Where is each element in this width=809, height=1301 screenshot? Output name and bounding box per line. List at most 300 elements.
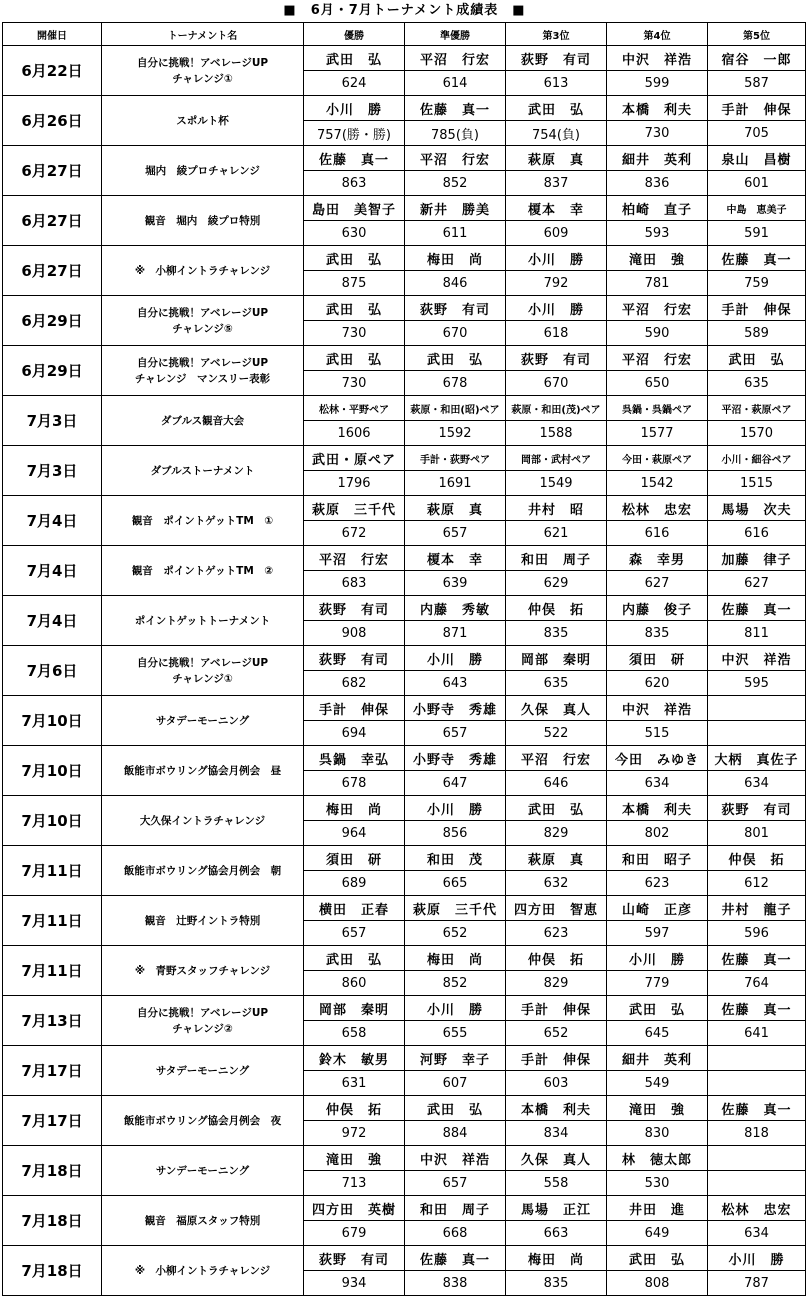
placer-score-2: 639	[405, 571, 506, 596]
placer-score-5: 759	[708, 271, 806, 296]
placer-score-2: 871	[405, 621, 506, 646]
placer-name-1: 武田 弘	[304, 296, 405, 321]
placer-score-3: 629	[506, 571, 607, 596]
placer-name-5	[708, 1046, 806, 1071]
placer-score-1: 678	[304, 771, 405, 796]
placer-name-5: 大柄 真佐子	[708, 746, 806, 771]
placer-score-1: 875	[304, 271, 405, 296]
placer-name-1: 荻野 有司	[304, 596, 405, 621]
placer-score-1: 679	[304, 1221, 405, 1246]
placer-score-3: 632	[506, 871, 607, 896]
placer-name-2: 武田 弘	[405, 346, 506, 371]
table-row	[3, 446, 806, 471]
placer-name-4: 内藤 俊子	[607, 596, 708, 621]
placer-name-3: 和田 周子	[506, 546, 607, 571]
placer-name-1: 荻野 有司	[304, 646, 405, 671]
placer-name-3: 仲俣 拓	[506, 596, 607, 621]
table-row	[3, 146, 806, 171]
header-5th: 第5位	[708, 23, 806, 46]
placer-score-4: 549	[607, 1071, 708, 1096]
event-date: 7月18日	[3, 1146, 102, 1196]
placer-score-5: 818	[708, 1121, 806, 1146]
placer-score-5: 1515	[708, 471, 806, 496]
placer-score-5: 811	[708, 621, 806, 646]
placer-name-3: 萩原 真	[506, 146, 607, 171]
placer-name-2: 梅田 尚	[405, 246, 506, 271]
table-row	[3, 296, 806, 321]
placer-name-4: 本橋 利夫	[607, 796, 708, 821]
placer-score-4: 623	[607, 871, 708, 896]
tournament-name	[102, 1246, 304, 1296]
table-row	[3, 646, 806, 671]
header-3rd: 第3位	[506, 23, 607, 46]
placer-name-2: 河野 幸子	[405, 1046, 506, 1071]
placer-name-4: 武田 弘	[607, 996, 708, 1021]
placer-score-3: 670	[506, 371, 607, 396]
event-date: 7月4日	[3, 546, 102, 596]
placer-score-1: 657	[304, 921, 405, 946]
placer-name-2: 萩原 真	[405, 496, 506, 521]
tournament-name	[102, 596, 304, 646]
event-date: 6月26日	[3, 96, 102, 146]
placer-name-3: 岡部・武村ペア	[506, 446, 607, 471]
placer-name-4: 呉鍋・呉鍋ペア	[607, 396, 708, 421]
placer-score-4: 645	[607, 1021, 708, 1046]
placer-name-2: 萩原 三千代	[405, 896, 506, 921]
tournament-name	[102, 846, 304, 896]
header-2nd: 準優勝	[405, 23, 506, 46]
placer-score-5	[708, 721, 806, 746]
table-row	[3, 1246, 806, 1271]
placer-name-1: 武田 弘	[304, 346, 405, 371]
placer-score-3: 558	[506, 1171, 607, 1196]
placer-name-2: 小野寺 秀雄	[405, 746, 506, 771]
tournament-name	[102, 146, 304, 196]
placer-score-2: 647	[405, 771, 506, 796]
placer-score-3: 829	[506, 821, 607, 846]
placer-score-1: 624	[304, 71, 405, 96]
placer-score-5: 601	[708, 171, 806, 196]
placer-name-4: 林 徳太郎	[607, 1146, 708, 1171]
placer-score-1: 972	[304, 1121, 405, 1146]
placer-score-1: 908	[304, 621, 405, 646]
tournament-name-line: サタデーモーニング	[155, 714, 250, 727]
placer-score-2: 852	[405, 171, 506, 196]
placer-name-3: 手計 伸保	[506, 1046, 607, 1071]
placer-name-4: 本橋 利夫	[607, 96, 708, 121]
placer-name-1: 横田 正春	[304, 896, 405, 921]
placer-name-5: 仲俣 拓	[708, 846, 806, 871]
placer-name-2: 小川 勝	[405, 646, 506, 671]
placer-score-5: 635	[708, 371, 806, 396]
placer-name-2: 小川 勝	[405, 996, 506, 1021]
placer-score-2: 657	[405, 1171, 506, 1196]
placer-name-5: 加藤 律子	[708, 546, 806, 571]
placer-name-3: 荻野 有司	[506, 46, 607, 71]
placer-name-1: 平沼 行宏	[304, 546, 405, 571]
placer-score-1: 694	[304, 721, 405, 746]
placer-name-5: 佐藤 真一	[708, 996, 806, 1021]
placer-name-2: 小川 勝	[405, 796, 506, 821]
table-row	[3, 1096, 806, 1121]
placer-name-3: 平沼 行宏	[506, 746, 607, 771]
placer-name-5: 手計 伸保	[708, 296, 806, 321]
placer-name-4: 細井 英利	[607, 1046, 708, 1071]
placer-score-1: 964	[304, 821, 405, 846]
placer-name-5: 荻野 有司	[708, 796, 806, 821]
placer-name-2: 榎本 幸	[405, 546, 506, 571]
placer-score-4: 530	[607, 1171, 708, 1196]
tournament-name-line: サタデーモーニング	[155, 1064, 250, 1077]
event-date: 7月4日	[3, 596, 102, 646]
placer-score-5: 596	[708, 921, 806, 946]
placer-name-1: 佐藤 真一	[304, 146, 405, 171]
placer-name-4: 平沼 行宏	[607, 346, 708, 371]
table-row	[3, 96, 806, 121]
placer-name-3: 本橋 利夫	[506, 1096, 607, 1121]
placer-score-1: 860	[304, 971, 405, 996]
table-row	[3, 746, 806, 771]
results-table	[2, 22, 806, 1296]
placer-name-1: 松林・平野ペア	[304, 396, 405, 421]
tournament-name-line: 観音 ポイントゲットTM ①	[131, 514, 274, 527]
placer-name-3: 萩原 真	[506, 846, 607, 871]
table-row	[3, 246, 806, 271]
placer-score-3: 835	[506, 1271, 607, 1296]
placer-name-2: 平沼 行宏	[405, 146, 506, 171]
placer-score-5: 589	[708, 321, 806, 346]
placer-score-1: 713	[304, 1171, 405, 1196]
placer-name-2: 新井 勝美	[405, 196, 506, 221]
placer-name-3: 梅田 尚	[506, 1246, 607, 1271]
placer-name-5	[708, 696, 806, 721]
placer-score-2: 670	[405, 321, 506, 346]
tournament-name	[102, 246, 304, 296]
placer-score-2: 668	[405, 1221, 506, 1246]
placer-score-4: 802	[607, 821, 708, 846]
placer-name-5: 手計 伸保	[708, 96, 806, 121]
placer-name-1: 荻野 有司	[304, 1246, 405, 1271]
placer-score-5: 627	[708, 571, 806, 596]
tournament-name-line: 飯能市ボウリング協会月例会 夜	[123, 1114, 282, 1127]
placer-name-5: 井村 龍子	[708, 896, 806, 921]
placer-name-5: 佐藤 真一	[708, 1096, 806, 1121]
placer-name-3: 久保 真人	[506, 1146, 607, 1171]
placer-score-1: 730	[304, 371, 405, 396]
tournament-name-line: チャレンジ①	[172, 672, 233, 685]
tournament-name	[102, 396, 304, 446]
table-row	[3, 796, 806, 821]
placer-score-5: 641	[708, 1021, 806, 1046]
placer-name-3: 武田 弘	[506, 796, 607, 821]
placer-name-4: 滝田 強	[607, 246, 708, 271]
placer-score-4: 1577	[607, 421, 708, 446]
placer-name-5: 武田 弘	[708, 346, 806, 371]
placer-score-4: 781	[607, 271, 708, 296]
placer-score-4: 650	[607, 371, 708, 396]
placer-name-5: 小川 勝	[708, 1246, 806, 1271]
tournament-name-line: 観音 福原スタッフ特別	[144, 1214, 261, 1227]
placer-name-4: 柏崎 直子	[607, 196, 708, 221]
placer-score-3: 613	[506, 71, 607, 96]
placer-score-4: 779	[607, 971, 708, 996]
tournament-name-line: 飯能市ボウリング協会月例会 昼	[123, 764, 282, 777]
table-row	[3, 396, 806, 421]
event-date: 7月18日	[3, 1196, 102, 1246]
placer-name-5: 小川・細谷ペア	[708, 446, 806, 471]
placer-name-4: 中沢 祥浩	[607, 46, 708, 71]
placer-name-4: 森 幸男	[607, 546, 708, 571]
placer-name-1: 岡部 秦明	[304, 996, 405, 1021]
event-date: 7月3日	[3, 446, 102, 496]
placer-name-1: 仲俣 拓	[304, 1096, 405, 1121]
placer-score-3: 1549	[506, 471, 607, 496]
tournament-name-line: 観音 辻野イントラ特別	[144, 914, 261, 927]
event-date: 7月11日	[3, 846, 102, 896]
placer-score-5: 612	[708, 871, 806, 896]
placer-score-1: 1606	[304, 421, 405, 446]
tournament-name-line: 観音 堀内 綾プロ特別	[144, 214, 261, 227]
placer-score-3: 754(負)	[506, 121, 607, 146]
tournament-name	[102, 1046, 304, 1096]
event-date: 7月11日	[3, 946, 102, 996]
placer-score-4: 515	[607, 721, 708, 746]
placer-score-2: 607	[405, 1071, 506, 1096]
placer-score-2: 611	[405, 221, 506, 246]
placer-name-5: 佐藤 真一	[708, 246, 806, 271]
table-row	[3, 946, 806, 971]
placer-score-4: 730	[607, 121, 708, 146]
placer-name-5: 平沼・萩原ペア	[708, 396, 806, 421]
placer-name-5: 馬場 次夫	[708, 496, 806, 521]
placer-score-1: 757(勝・勝)	[304, 121, 405, 146]
placer-score-3: 663	[506, 1221, 607, 1246]
table-row	[3, 1046, 806, 1071]
placer-score-1: 689	[304, 871, 405, 896]
placer-score-4: 1542	[607, 471, 708, 496]
placer-name-5: 中島 恵美子	[708, 196, 806, 221]
event-date: 7月17日	[3, 1046, 102, 1096]
placer-name-1: 武田 弘	[304, 946, 405, 971]
placer-score-1: 658	[304, 1021, 405, 1046]
tournament-name-line: 観音 ポイントゲットTM ②	[131, 564, 274, 577]
placer-score-5: 595	[708, 671, 806, 696]
tournament-name	[102, 796, 304, 846]
tournament-name-line: 自分に挑戦！アベレージUP	[136, 356, 269, 369]
placer-name-3: 仲俣 拓	[506, 946, 607, 971]
tournament-name-line: ※ 小柳イントラチャレンジ	[134, 1264, 271, 1277]
placer-name-3: 荻野 有司	[506, 346, 607, 371]
placer-name-3: 手計 伸保	[506, 996, 607, 1021]
placer-score-5: 1570	[708, 421, 806, 446]
tournament-name-line: ダブルストーナメント	[150, 464, 255, 477]
event-date: 7月10日	[3, 696, 102, 746]
placer-score-1: 934	[304, 1271, 405, 1296]
placer-name-4: 滝田 強	[607, 1096, 708, 1121]
placer-name-2: 佐藤 真一	[405, 96, 506, 121]
placer-name-5: 宿谷 一郎	[708, 46, 806, 71]
placer-name-3: 小川 勝	[506, 246, 607, 271]
tournament-name	[102, 496, 304, 546]
placer-name-2: 佐藤 真一	[405, 1246, 506, 1271]
tournament-name	[102, 96, 304, 146]
placer-name-1: 鈴木 敏男	[304, 1046, 405, 1071]
results-body	[3, 46, 806, 1296]
placer-score-1: 630	[304, 221, 405, 246]
placer-name-1: 四方田 英樹	[304, 1196, 405, 1221]
tournament-name-line: 自分に挑戦！アベレージUP	[136, 656, 269, 669]
event-date: 7月3日	[3, 396, 102, 446]
table-row	[3, 996, 806, 1021]
header-date: 開催日	[3, 23, 102, 46]
placer-name-2: 中沢 祥浩	[405, 1146, 506, 1171]
placer-name-1: 武田 弘	[304, 46, 405, 71]
placer-name-5: 佐藤 真一	[708, 946, 806, 971]
placer-score-2: 1592	[405, 421, 506, 446]
placer-score-4: 620	[607, 671, 708, 696]
placer-name-5: 松林 忠宏	[708, 1196, 806, 1221]
placer-name-2: 武田 弘	[405, 1096, 506, 1121]
placer-name-2: 内藤 秀敏	[405, 596, 506, 621]
placer-score-5: 764	[708, 971, 806, 996]
placer-score-1: 631	[304, 1071, 405, 1096]
table-row	[3, 346, 806, 371]
table-row	[3, 196, 806, 221]
tournament-name	[102, 196, 304, 246]
placer-score-2: 852	[405, 971, 506, 996]
placer-name-3: 萩原・和田(茂)ペア	[506, 396, 607, 421]
tournament-name	[102, 746, 304, 796]
placer-score-2: 884	[405, 1121, 506, 1146]
placer-name-5: 中沢 祥浩	[708, 646, 806, 671]
placer-score-4: 593	[607, 221, 708, 246]
table-row	[3, 596, 806, 621]
placer-score-4: 836	[607, 171, 708, 196]
placer-name-2: 和田 周子	[405, 1196, 506, 1221]
placer-score-3: 522	[506, 721, 607, 746]
event-date: 6月27日	[3, 146, 102, 196]
event-date: 7月11日	[3, 896, 102, 946]
placer-name-4: 平沼 行宏	[607, 296, 708, 321]
placer-score-3: 834	[506, 1121, 607, 1146]
placer-score-5: 587	[708, 71, 806, 96]
placer-score-2: 838	[405, 1271, 506, 1296]
placer-name-1: 須田 研	[304, 846, 405, 871]
table-row	[3, 46, 806, 71]
placer-score-5: 616	[708, 521, 806, 546]
placer-name-1: 武田・原ペア	[304, 446, 405, 471]
tournament-name	[102, 646, 304, 696]
placer-name-4: 小川 勝	[607, 946, 708, 971]
tournament-name-line: チャレンジ①	[172, 72, 233, 85]
placer-name-2: 萩原・和田(昭)ペア	[405, 396, 506, 421]
placer-name-2: 梅田 尚	[405, 946, 506, 971]
header-tournament: トーナメント名	[102, 23, 304, 46]
placer-name-1: 呉鍋 幸弘	[304, 746, 405, 771]
tournament-name-line: ※ 小柳イントラチャレンジ	[134, 264, 271, 277]
tournament-name	[102, 1146, 304, 1196]
placer-name-1: 滝田 強	[304, 1146, 405, 1171]
placer-name-3: 馬場 正江	[506, 1196, 607, 1221]
header-row	[3, 23, 806, 46]
placer-score-2: 1691	[405, 471, 506, 496]
tournament-name-line: ポイントゲットトーナメント	[134, 614, 271, 627]
placer-score-3: 603	[506, 1071, 607, 1096]
placer-score-1: 683	[304, 571, 405, 596]
placer-score-1: 730	[304, 321, 405, 346]
placer-score-4: 835	[607, 621, 708, 646]
table-row	[3, 1196, 806, 1221]
tournament-name	[102, 946, 304, 996]
tournament-name-line: チャレンジ マンスリー表彰	[134, 372, 271, 385]
placer-score-3: 609	[506, 221, 607, 246]
event-date: 7月6日	[3, 646, 102, 696]
placer-name-4: 今田 みゆき	[607, 746, 708, 771]
event-date: 7月13日	[3, 996, 102, 1046]
placer-score-4: 627	[607, 571, 708, 596]
placer-name-5: 泉山 昌樹	[708, 146, 806, 171]
placer-name-2: 手計・荻野ペア	[405, 446, 506, 471]
placer-score-3: 1588	[506, 421, 607, 446]
placer-score-1: 1796	[304, 471, 405, 496]
placer-name-3: 岡部 秦明	[506, 646, 607, 671]
placer-score-5: 634	[708, 771, 806, 796]
placer-score-3: 635	[506, 671, 607, 696]
placer-score-1: 682	[304, 671, 405, 696]
placer-name-2: 平沼 行宏	[405, 46, 506, 71]
placer-score-4: 649	[607, 1221, 708, 1246]
placer-name-4: 今田・萩原ペア	[607, 446, 708, 471]
placer-score-3: 618	[506, 321, 607, 346]
placer-score-5: 705	[708, 121, 806, 146]
placer-name-3: 四方田 智恵	[506, 896, 607, 921]
placer-name-4: 武田 弘	[607, 1246, 708, 1271]
tournament-name	[102, 296, 304, 346]
placer-score-5	[708, 1171, 806, 1196]
placer-score-2: 665	[405, 871, 506, 896]
placer-score-4: 599	[607, 71, 708, 96]
placer-name-4: 須田 研	[607, 646, 708, 671]
placer-score-1: 863	[304, 171, 405, 196]
header-4th: 第4位	[607, 23, 708, 46]
placer-name-4: 中沢 祥浩	[607, 696, 708, 721]
tournament-name-line: ※ 青野スタッフチャレンジ	[134, 964, 271, 977]
event-date: 7月10日	[3, 796, 102, 846]
tournament-name-line: 自分に挑戦！アベレージUP	[136, 306, 269, 319]
tournament-name	[102, 1196, 304, 1246]
placer-score-2: 657	[405, 521, 506, 546]
placer-score-4: 616	[607, 521, 708, 546]
tournament-name-line: スポルト杯	[176, 114, 229, 127]
event-date: 7月17日	[3, 1096, 102, 1146]
placer-score-4: 590	[607, 321, 708, 346]
placer-name-3: 井村 昭	[506, 496, 607, 521]
event-date: 6月29日	[3, 296, 102, 346]
placer-score-4: 830	[607, 1121, 708, 1146]
event-date: 7月10日	[3, 746, 102, 796]
tournament-name-line: 大久保イントラチャレンジ	[139, 814, 266, 827]
table-row	[3, 846, 806, 871]
page-title: ■ 6月・7月トーナメント成績表 ■	[283, 3, 526, 18]
placer-score-2: 657	[405, 721, 506, 746]
event-date: 6月27日	[3, 196, 102, 246]
placer-score-2: 655	[405, 1021, 506, 1046]
placer-name-1: 梅田 尚	[304, 796, 405, 821]
tournament-name	[102, 46, 304, 96]
placer-name-2: 和田 茂	[405, 846, 506, 871]
placer-score-3: 837	[506, 171, 607, 196]
placer-score-3: 652	[506, 1021, 607, 1046]
